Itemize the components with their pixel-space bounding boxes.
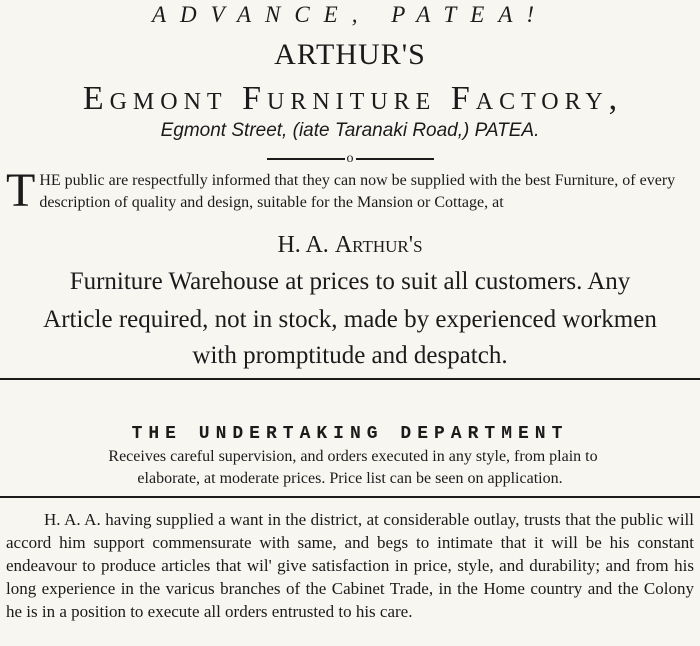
warehouse-line-1: Furniture Warehouse at prices to suit all customers. Any — [69, 268, 631, 295]
drop-cap: T — [6, 164, 36, 217]
ornament-rule-left — [267, 158, 345, 160]
warehouse-line-2: Article required, not in stock, made by experienced workmen — [43, 306, 657, 333]
closing-paragraph — [6, 508, 694, 623]
section-divider-bottom — [0, 496, 700, 498]
ornament-rule-right — [356, 158, 434, 160]
ornament-divider — [0, 150, 700, 166]
ornament-glyph: o — [346, 151, 354, 167]
business-name: ARTHUR'S — [274, 38, 426, 71]
section-divider-top — [0, 378, 700, 380]
advance-headline: ADVANCE, PATEA! — [151, 2, 549, 27]
closing-text: H. A. A. having supplied a want in the district, at considerable outlay, trusts that the public will accord him support commensurate with same, and begs to intimate that it will be his constant endeavour to produce articles that wil' give satisfaction in price, style, and durability; and from his long experience in the varicus branches of the Cabinet Trade, in the Home country and the Colony he is in a position to execute all orders entrusted to his care. — [6, 510, 694, 621]
factory-title: Egmont Furniture Factory, — [82, 80, 624, 117]
undertaking-heading: THE UNDERTAKING DEPARTMENT — [131, 424, 569, 444]
intro-paragraph — [6, 164, 694, 217]
proprietor-initials: H. A. — [277, 232, 329, 258]
warehouse-line-3: with promptitude and despatch. — [192, 342, 508, 369]
proprietor-surname: Arthur's — [334, 232, 423, 258]
street-address: Egmont Street, (iate Taranaki Road,) PATEA. — [160, 120, 540, 141]
undertaking-line-1: Receives careful supervision, and orders executed in any style, from plain to — [108, 448, 598, 465]
intro-text: HE public are respectfully informed that they can now be supplied with the best Furniture, of every description of quality and design, suitable for the Mansion or Cottage, at — [39, 172, 676, 211]
proprietor-name — [0, 232, 700, 259]
undertaking-line-2: elaborate, at moderate prices. Price list can be seen on application. — [137, 470, 563, 487]
